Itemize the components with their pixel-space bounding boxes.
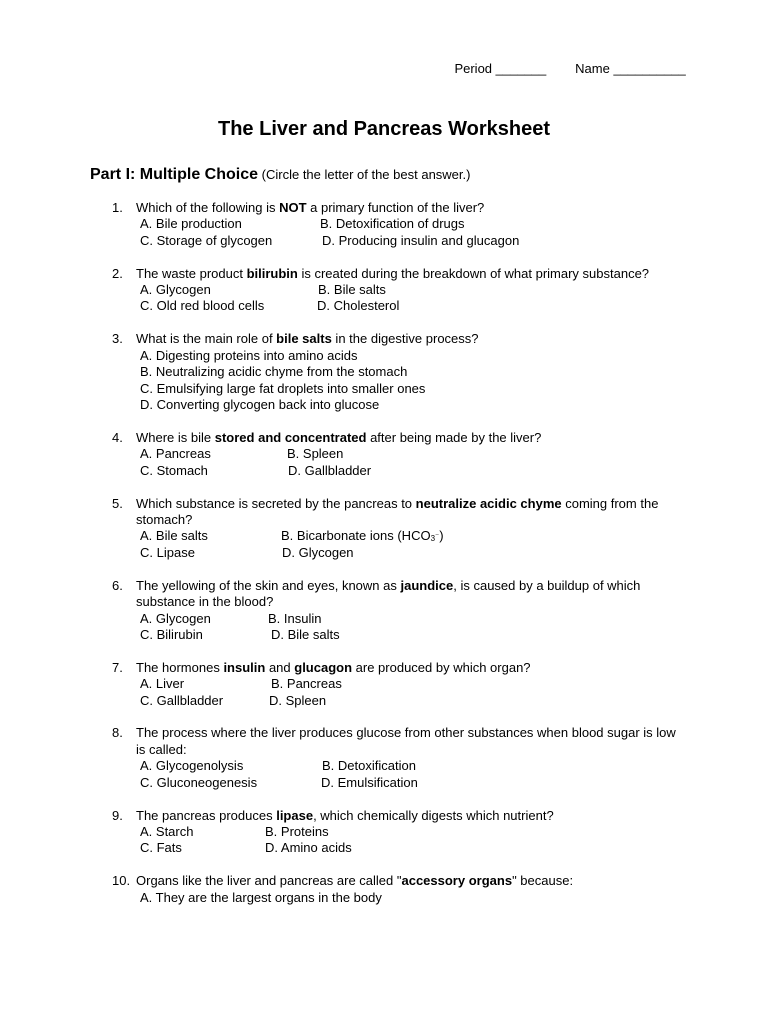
part-title: Part I: Multiple Choice <box>90 166 259 183</box>
answer-option-a[interactable]: A. Pancreas <box>140 446 211 462</box>
question-stem: What is the main role of bile salts in the digestive process? <box>136 331 479 347</box>
answer-option-c[interactable]: C. Emulsifying large fat droplets into smaller ones <box>140 380 426 396</box>
part-instruction-paren: ( <box>261 167 266 182</box>
period-field: Period _______ <box>454 61 547 76</box>
question-stem: The process where the liver produces glucose from other substances when blood sugar is low is called: <box>136 725 676 757</box>
answer-option-d[interactable]: D. Emulsification <box>321 774 418 790</box>
answer-option-c[interactable]: C. Bilirubin <box>140 626 203 642</box>
question-list <box>0 200 768 923</box>
question-7 <box>0 660 768 709</box>
answer-option-c[interactable]: C. Gluconeogenesis <box>140 774 258 790</box>
answer-option-d[interactable]: D. Amino acids <box>265 840 352 856</box>
answer-option-c[interactable]: C. Stomach <box>140 462 208 478</box>
question-2 <box>0 266 768 315</box>
answer-option-b[interactable]: B. Neutralizing acidic chyme from the stomach <box>140 364 408 380</box>
question-number: 7. <box>112 659 123 675</box>
question-stem: The hormones insulin and glucagon are produced by which organ? <box>136 659 531 675</box>
answer-option-b[interactable]: B. Detoxification <box>322 758 416 774</box>
question-4 <box>0 430 768 479</box>
question-number: 8. <box>112 725 123 741</box>
question-stem: Organs like the liver and pancreas are called "accessory organs" because: <box>136 873 574 889</box>
answer-option-a[interactable]: A. Glycogen <box>140 610 211 626</box>
answer-option-a[interactable]: A. Bile production <box>140 216 242 232</box>
question-number: 6. <box>112 577 123 593</box>
answer-option-a[interactable]: A. Digesting proteins into amino acids <box>140 347 358 363</box>
answer-option-d[interactable]: D. Bile salts <box>271 626 340 642</box>
answer-option-c[interactable]: C. Old red blood cells <box>140 298 265 314</box>
question-number: 1. <box>112 200 123 215</box>
part-instruction: Circle the letter of the best answer.) <box>265 167 471 182</box>
answer-option-b[interactable]: B. Bicarbonate ions (HCO3⁻) <box>281 528 444 544</box>
question-1 <box>0 200 768 249</box>
answer-option-b[interactable]: B. Pancreas <box>271 676 342 692</box>
answer-option-a[interactable]: A. Liver <box>140 676 185 692</box>
question-number: 5. <box>112 495 123 511</box>
answer-option-a[interactable]: A. Glycogenolysis <box>140 758 244 774</box>
answer-option-d[interactable]: D. Gallbladder <box>288 462 372 478</box>
question-stem: Where is bile stored and concentrated after being made by the liver? <box>136 429 542 445</box>
answer-option-d[interactable]: D. Spleen <box>269 692 327 708</box>
question-stem: Which of the following is NOT a primary function of the liver? <box>136 200 485 215</box>
question-number: 2. <box>112 265 123 281</box>
question-number: 3. <box>112 331 123 347</box>
header-fields <box>440 46 686 91</box>
question-8 <box>0 725 768 791</box>
question-number: 10. <box>112 873 131 889</box>
formula-superscript: ⁻ <box>435 531 440 541</box>
answer-option-c[interactable]: C. Storage of glycogen <box>140 232 273 248</box>
answer-option-b[interactable]: B. Proteins <box>265 823 329 839</box>
answer-option-b[interactable]: B. Insulin <box>268 610 322 626</box>
question-stem: The yellowing of the skin and eyes, known as jaundice, is caused by a buildup of which substance in the blood? <box>136 577 641 610</box>
question-number: 4. <box>112 429 123 445</box>
formula-subscript: 3 <box>430 534 436 544</box>
answer-option-d[interactable]: D. Converting glycogen back into glucose <box>140 397 380 412</box>
question-3 <box>0 331 768 413</box>
answer-option-b[interactable]: B. Bile salts <box>318 282 386 298</box>
question-stem: Which substance is secreted by the pancreas to neutralize acidic chyme coming from the stomach? <box>136 495 659 527</box>
answer-option-a[interactable]: A. Starch <box>140 823 194 839</box>
answer-option-a[interactable]: A. Bile salts <box>140 528 208 544</box>
answer-option-a[interactable]: A. They are the largest organs in the body <box>140 889 382 905</box>
answer-option-b[interactable]: B. Detoxification of drugs <box>320 216 465 232</box>
question-9 <box>0 808 768 857</box>
answer-option-c[interactable]: C. Lipase <box>140 544 195 560</box>
answer-option-d[interactable]: D. Glycogen <box>282 544 354 560</box>
question-10 <box>0 873 768 906</box>
answer-option-d[interactable]: D. Cholesterol <box>317 298 400 314</box>
answer-option-b[interactable]: B. Spleen <box>287 446 344 462</box>
question-5 <box>0 496 768 562</box>
answer-option-c[interactable]: C. Fats <box>140 840 182 856</box>
name-field: Name __________ <box>575 61 686 76</box>
question-number: 9. <box>112 807 123 823</box>
answer-option-d[interactable]: D. Producing insulin and glucagon <box>322 232 520 248</box>
answer-option-a[interactable]: A. Glycogen <box>140 282 211 298</box>
question-6 <box>0 578 768 644</box>
question-stem: The waste product bilirubin is created during the breakdown of what primary substance? <box>136 265 650 281</box>
answer-option-c[interactable]: C. Gallbladder <box>140 692 224 708</box>
page-title: The Liver and Pancreas Worksheet <box>218 118 550 140</box>
part-heading <box>90 166 470 184</box>
question-stem: The pancreas produces lipase, which chemically digests which nutrient? <box>136 807 554 823</box>
